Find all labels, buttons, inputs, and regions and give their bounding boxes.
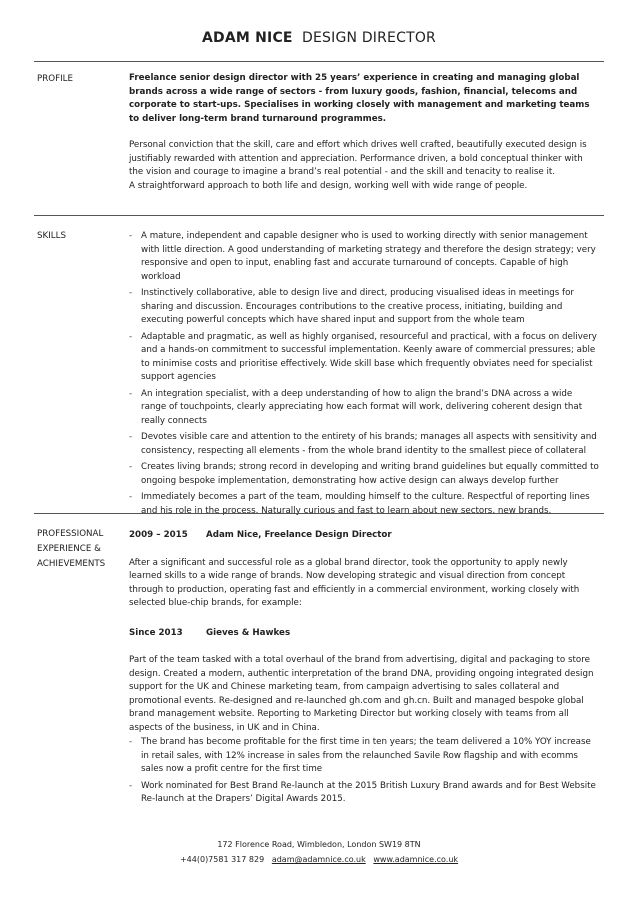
footer-phone: +44(0)7581 317 829 xyxy=(179,855,265,864)
job-role: Adam Nice, Freelance Design Director xyxy=(206,530,392,540)
footer-address: 172 Florence Road, Wimbledon, London SW19 8TN xyxy=(217,840,421,849)
candidate-title: DESIGN DIRECTOR xyxy=(302,30,436,46)
skill-item: - Devotes visible care and attention to the entirety of his brands; manages all aspects with sensitivity and consistency, respecting all elements - from the whole brand identity to the smallest piece of collateral xyxy=(129,431,599,458)
footer-website-link[interactable]: www.adamnice.co.uk xyxy=(373,855,459,864)
job-dates: 2009 – 2015 xyxy=(129,530,188,540)
profile-body-2: A straightforward approach to both life and design, working well with wide range of people. xyxy=(129,180,528,191)
skill-item: - Immediately becomes a part of the team, moulding himself to the culture. Respectful of reporting lines and his role in the process. Naturally curious and fast to learn about new sectors, new brands. xyxy=(129,491,599,518)
section-label-skills: SKILLS xyxy=(37,231,66,241)
job-description: Part of the team tasked with a total overhaul of the brand from advertising, digital and packaging to store design. Created a modern, authentic interpretation of the brand DNA, providing ongoing integrated design support for the UK and Chinese marketing team, from campaign advertising to sales collateral and promotional events. Re-designed and re-launched gh.com and gh.cn. Built and managed bespoke global brand management website. Reporting to Marketing Director but working closely with teams from all aspects of the business, in UK and in China. xyxy=(129,655,594,733)
achievement-item: - Work nominated for Best Brand Re-launch at the 2015 British Luxury Brand awards and for Best Website Re-launch at the Drapers’ Digital Awards 2015. xyxy=(129,780,599,807)
profile-summary: Freelance senior design director with 25 years’ experience in creating and managing global brands across a wide range of sectors - from luxury goods, fashion, financial, telecoms and corporate to start-ups. Specialises in working closely with management and marketing teams to deliver long-term brand turnaround programmes. xyxy=(129,73,590,124)
skill-item: - An integration specialist, with a deep understanding of how to align the brand’s DNA across a wide range of touchpoints, clearly appreciating how each format will work, delivering coherent design that really connects xyxy=(129,388,599,429)
candidate-name: ADAM NICE xyxy=(202,30,293,46)
skill-item: - A mature, independent and capable designer who is used to working directly with senior management with little direction. A good understanding of marketing strategy and therefore the design strategy; very responsive and open to input, enabling fast and accurate turnaround of concepts. Capable of high workload xyxy=(129,230,599,284)
job-heading xyxy=(129,529,599,543)
divider xyxy=(34,513,604,514)
profile-body: Personal conviction that the skill, care and effort which drives well crafted, beautifully executed design is justifiably rewarded with attention and appreciation. Performance driven, a bold conceptual thinker with the vision and courage to imagine a brand’s real potential - and the skill and tenacity to realise it. xyxy=(129,140,587,177)
skill-item: - Creates living brands; strong record in developing and writing brand guidelines but equally committed to ongoing bespoke implementation, demonstrating how active design can always develop further xyxy=(129,461,599,488)
job-description: After a significant and successful role as a global brand director, took the opportunity to apply newly learned skills to a wide range of brands. Now developing strategic and visual direction from concept through to production, operating fast and efficiently in a commercial environment, working closely with selected blue-chip brands, for example: xyxy=(129,557,580,608)
section-label-line: PROFESSIONAL xyxy=(37,529,104,539)
section-label-line: EXPERIENCE & xyxy=(37,544,101,554)
skills-section xyxy=(129,230,599,521)
achievement-item: - The brand has become profitable for the first time in ten years; the team delivered a 10% YOY increase in retail sales, with 12% increase in sales from the relaunched Savile Row flagship and with ecomms sales now a profit centre for the first time xyxy=(129,736,599,777)
divider xyxy=(34,61,604,62)
skills-list xyxy=(129,230,599,518)
job-role: Gieves & Hawkes xyxy=(206,627,291,638)
section-label-experience xyxy=(37,527,117,572)
footer-email-link[interactable]: adam@adamnice.co.uk xyxy=(271,855,366,864)
divider xyxy=(34,215,604,216)
profile-section xyxy=(129,72,599,193)
job-dates: Since 2013 xyxy=(129,627,183,638)
section-label-line: ACHIEVEMENTS xyxy=(37,559,106,569)
footer-contacts xyxy=(0,852,638,867)
page-header xyxy=(0,29,638,47)
experience-section xyxy=(129,529,599,810)
achievements-list xyxy=(129,736,599,807)
skill-item: - Adaptable and pragmatic, as well as highly organised, resourceful and practical, with a focus on delivery and a hands-on commitment to successful implementation. Keenly aware of commercial pressures; able to minimise costs and prioritise effectively. Wide skill base which frequently obviates need for specialist support agencies xyxy=(129,331,599,385)
skill-item: - Instinctively collaborative, able to design live and direct, producing visualised ideas in meetings for sharing and discussion. Encourages contributions to the creative process, initiating, building and executing powerful concepts which have shared input and support from the whole team xyxy=(129,287,599,328)
section-label-profile: PROFILE xyxy=(37,74,74,84)
job-heading xyxy=(129,627,599,641)
